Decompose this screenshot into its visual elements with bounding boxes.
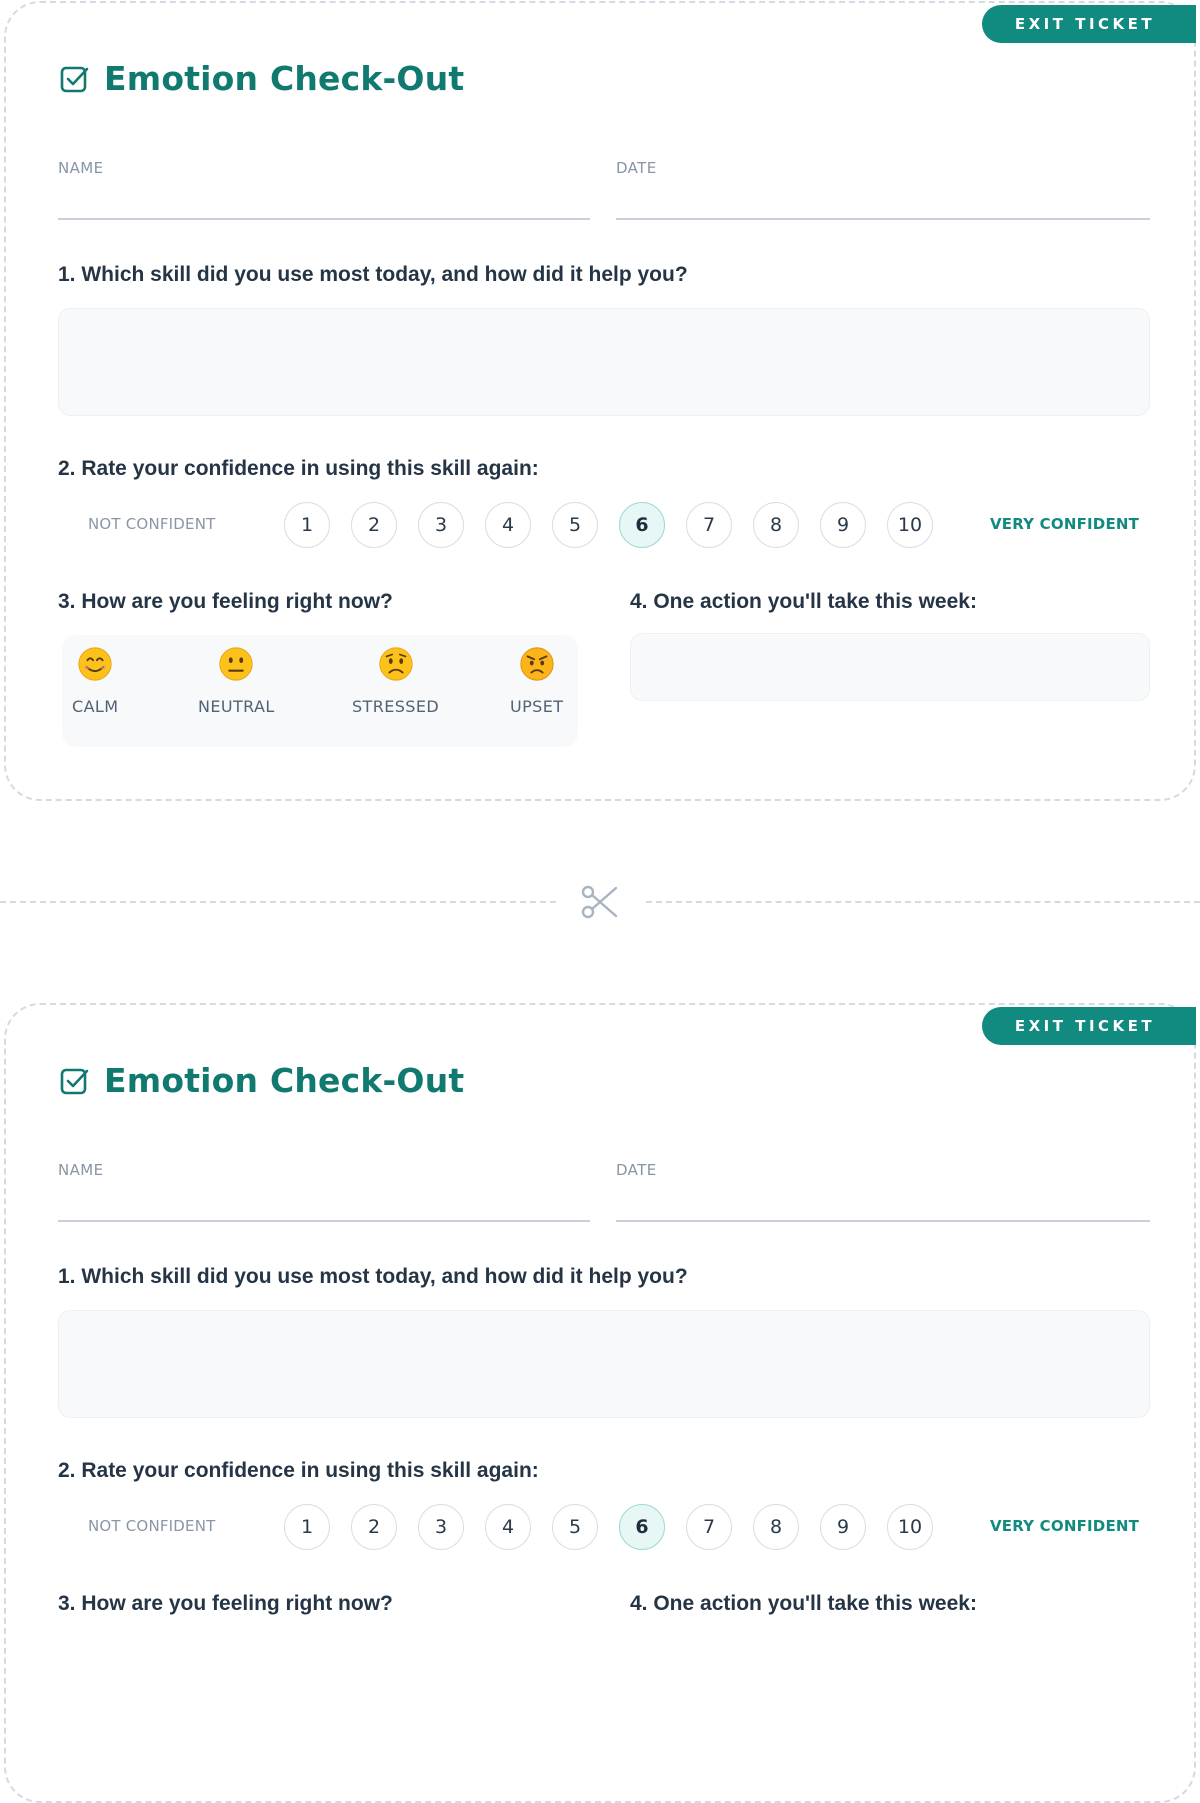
scale-option-5[interactable]: 5 (552, 502, 598, 548)
cut-line-left (0, 901, 556, 903)
question-3: 3. How are you feeling right now? (58, 1592, 393, 1615)
scale-option-6-selected[interactable]: 6 (619, 502, 665, 548)
smiling-face-icon (76, 645, 114, 683)
scale-low-label: NOT CONFIDENT (88, 1517, 216, 1535)
mood-neutral[interactable] (198, 645, 275, 716)
answer-4-input[interactable] (630, 633, 1150, 701)
scale-option-3[interactable]: 3 (418, 502, 464, 548)
scale-option-4[interactable]: 4 (485, 1504, 531, 1550)
question-1: 1. Which skill did you use most today, and how did it help you? (58, 263, 688, 286)
scale-option-5[interactable]: 5 (552, 1504, 598, 1550)
scale-option-2[interactable]: 2 (351, 1504, 397, 1550)
answer-1-input[interactable] (58, 1310, 1150, 1418)
scale-option-10[interactable]: 10 (887, 502, 933, 548)
date-field[interactable] (616, 1220, 1150, 1222)
mood-panel (62, 635, 578, 747)
scale-option-9[interactable]: 9 (820, 502, 866, 548)
name-field[interactable] (58, 218, 590, 220)
scale-option-1[interactable]: 1 (284, 502, 330, 548)
scale-low-label: NOT CONFIDENT (88, 515, 216, 533)
scale-option-3[interactable]: 3 (418, 1504, 464, 1550)
date-label: DATE (616, 159, 657, 177)
ticket-title: Emotion Check-Out (104, 1061, 465, 1100)
scale-option-1[interactable]: 1 (284, 1504, 330, 1550)
scale-option-8[interactable]: 8 (753, 1504, 799, 1550)
question-4: 4. One action you'll take this week: (630, 590, 977, 613)
mood-label: CALM (72, 697, 119, 716)
neutral-face-icon (217, 645, 255, 683)
date-label: DATE (616, 1161, 657, 1179)
question-1: 1. Which skill did you use most today, and how did it help you? (58, 1265, 688, 1288)
mood-upset[interactable] (510, 645, 563, 716)
mood-label: UPSET (510, 697, 564, 716)
exit-ticket-badge: EXIT TICKET (982, 5, 1196, 43)
scale-high-label: VERY CONFIDENT (990, 1517, 1140, 1535)
exit-ticket-2 (4, 1003, 1196, 1803)
ticket-title: Emotion Check-Out (104, 59, 465, 98)
mood-label: NEUTRAL (198, 697, 275, 716)
scale-high-label: VERY CONFIDENT (990, 515, 1140, 533)
cut-line-right (646, 901, 1200, 903)
name-label: NAME (58, 159, 104, 177)
checkbox-checked-icon (58, 63, 90, 95)
exit-ticket-badge: EXIT TICKET (982, 1007, 1196, 1045)
scale-option-7[interactable]: 7 (686, 502, 732, 548)
scale-option-2[interactable]: 2 (351, 502, 397, 548)
title-row (58, 1061, 464, 1100)
confidence-scale (58, 499, 1150, 549)
mood-calm[interactable] (72, 645, 118, 716)
question-4: 4. One action you'll take this week: (630, 1592, 977, 1615)
scale-option-9[interactable]: 9 (820, 1504, 866, 1550)
name-field[interactable] (58, 1220, 590, 1222)
scale-option-7[interactable]: 7 (686, 1504, 732, 1550)
scale-option-6-selected[interactable]: 6 (619, 1504, 665, 1550)
scale-option-10[interactable]: 10 (887, 1504, 933, 1550)
mood-label: STRESSED (352, 697, 440, 716)
question-3: 3. How are you feeling right now? (58, 590, 393, 613)
exit-ticket-1 (4, 1, 1196, 801)
scale-option-8[interactable]: 8 (753, 502, 799, 548)
scissors-icon (580, 884, 620, 920)
title-row (58, 59, 464, 98)
date-field[interactable] (616, 218, 1150, 220)
checkbox-checked-icon (58, 1065, 90, 1097)
scale-option-4[interactable]: 4 (485, 502, 531, 548)
confidence-scale (58, 1501, 1150, 1551)
question-2: 2. Rate your confidence in using this skill again: (58, 1459, 539, 1482)
mood-stressed[interactable] (352, 645, 439, 716)
answer-1-input[interactable] (58, 308, 1150, 416)
worried-face-icon (377, 645, 415, 683)
angry-face-icon (518, 645, 556, 683)
name-label: NAME (58, 1161, 104, 1179)
question-2: 2. Rate your confidence in using this skill again: (58, 457, 539, 480)
